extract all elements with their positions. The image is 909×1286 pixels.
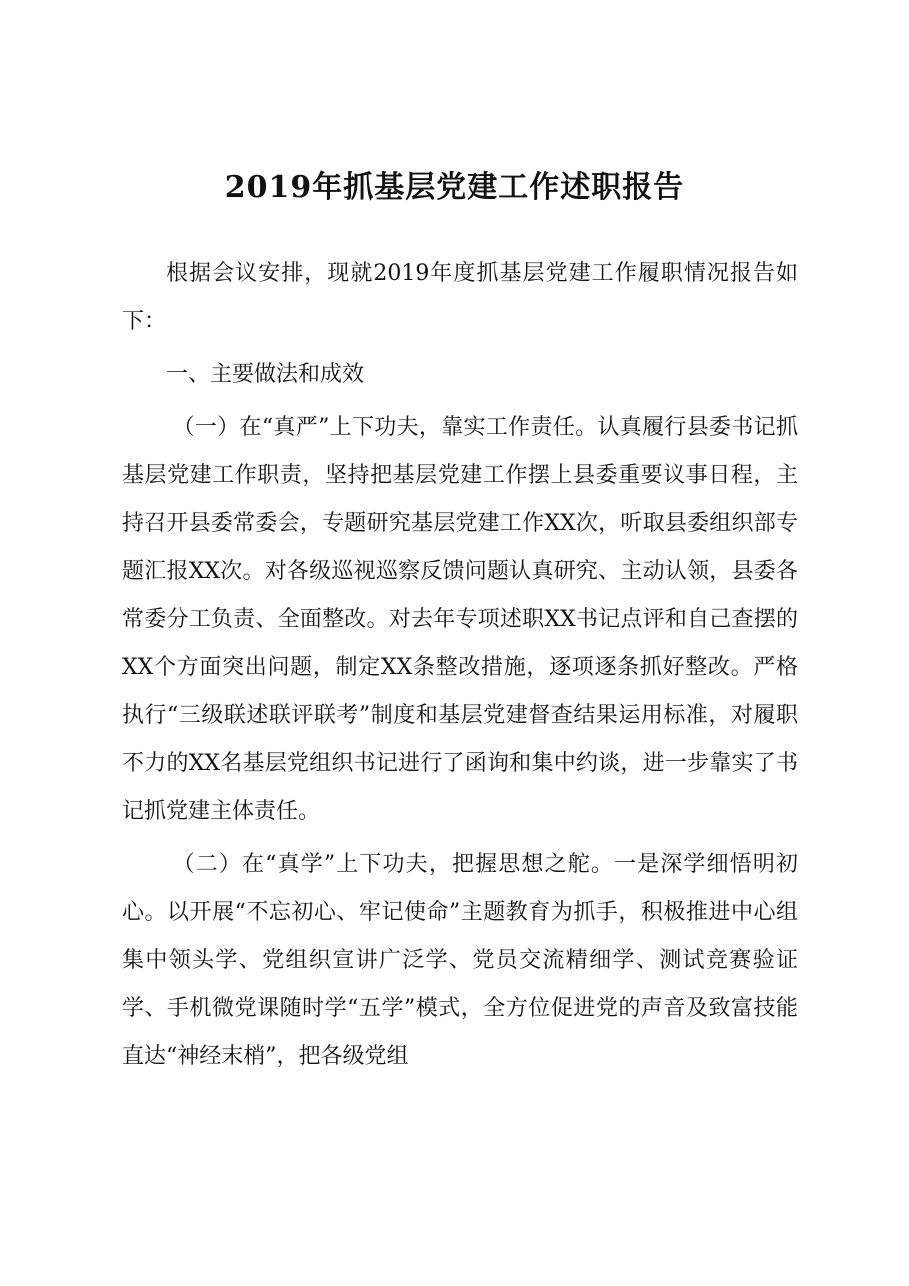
- subsection-paragraph-1: （一）在“真严”上下功夫，靠实工作责任。认真履行县委书记抓基层党建工作职责，坚持把基层党建工作摆上县委重要议事日程，主持召开县委常委会，专题研究基层党建工作XX次，听取县委组织部专题汇报XX次。对各级巡视巡察反馈问题认真研究、主动认领，县委各常委分工负责、全面整改。对去年专项述职XX书记点评和自己查摆的XX个方面突出问题，制定XX条整改措施，逐项逐条抓好整改。严格执行“三级联述联评联考”制度和基层党建督查结果运用标准，对履职不力的XX名基层党组织书记进行了函询和集中约谈，进一步靠实了书记抓党建主体责任。: [122, 415, 798, 824]
- intro-paragraph: 根据会议安排，现就2019年度抓基层党建工作履职情况报告如下：: [122, 261, 798, 334]
- document-title: 2019年抓基层党建工作述职报告: [224, 170, 685, 205]
- subsection-paragraph-2: （二）在“真学”上下功夫，把握思想之舵。一是深学细悟明初心。以开展“不忘初心、牢记使命”主题教育为抓手，积极推进中心组集中领头学、党组织宣讲广泛学、党员交流精细学、测试竞赛验证学、手机微党课随时学“五学”模式，全方位促进党的声音及致富技能直达“神经末梢”，把各级党组: [122, 852, 798, 1069]
- section-heading: 一、主要做法和成效: [166, 362, 365, 387]
- document-body: [122, 250, 798, 1086]
